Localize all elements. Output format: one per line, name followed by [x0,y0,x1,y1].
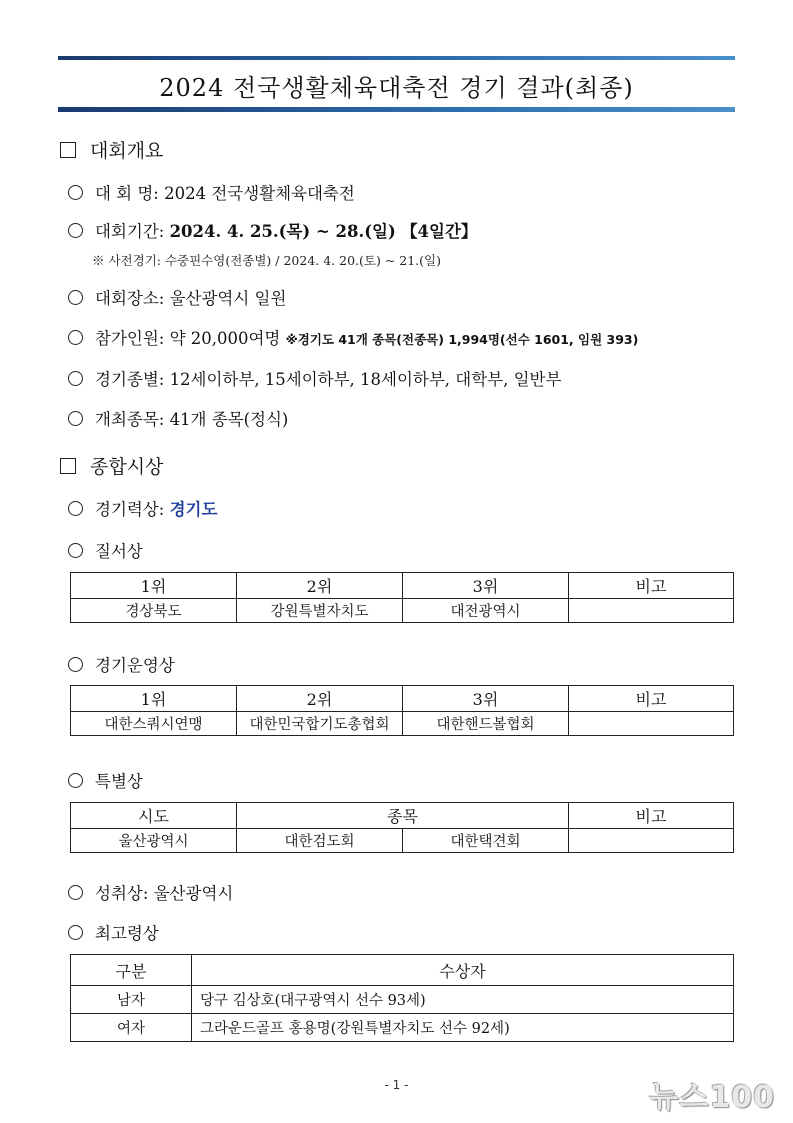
table-header-cell: 종목 [237,803,569,829]
table-header-cell: 수상자 [192,955,734,986]
table-header-cell: 비고 [569,686,734,712]
circle-bullet-icon [68,501,83,516]
circle-bullet-icon [68,885,83,900]
order-award-table [70,572,734,623]
table-header-cell: 비고 [569,573,734,599]
table-cell: 그라운드골프 홍용명(강원특별자치도 선수 92세) [192,1014,734,1042]
title-bottom-bar [58,107,735,112]
table-header-row [71,803,734,829]
circle-bullet-icon [68,223,83,238]
item-operation-award: 경기운영상 [68,652,175,676]
table-cell: 대전광역시 [403,599,569,623]
item-divisions: 경기종별: 12세이하부, 15세이하부, 18세이하부, 대학부, 일반부 [68,366,561,390]
table-cell: 대한핸드볼협회 [403,712,569,736]
table-cell: 대한스쿼시연맹 [71,712,237,736]
item-events: 개최종목: 41개 종목(정식) [68,406,288,430]
table-row [71,829,734,853]
table-header-cell: 3위 [403,686,569,712]
table-header-cell: 1위 [71,573,237,599]
item-achievement-award: 성취상: 울산광역시 [68,880,233,904]
table-cell: 여자 [71,1014,192,1042]
circle-bullet-icon [68,543,83,558]
table-header-cell: 2위 [237,573,403,599]
table-cell: 대한택견회 [403,829,569,853]
item-participants: 참가인원: 약 20,000여명 ※경기도 41개 종목(전종목) 1,994명(선수 1601, 임원 393) [68,325,638,349]
item-special-award: 특별상 [68,768,143,792]
table-header-row [71,686,734,712]
table-header-cell: 비고 [569,803,734,829]
table-cell: 당구 김상호(대구광역시 선수 93세) [192,986,734,1014]
table-cell [569,599,734,623]
item-venue: 대회장소: 울산광역시 일원 [68,285,286,309]
title-banner [58,56,735,112]
item-sports-award: 경기력상: 경기도 [68,496,217,520]
table-cell: 울산광역시 [71,829,237,853]
table-cell: 남자 [71,986,192,1014]
oldest-award-table [70,954,734,1042]
section-overview-heading: 대회개요 [60,136,163,163]
item-oldest-award: 최고령상 [68,920,159,944]
table-row [71,1014,734,1042]
period-note: ※ 사전경기: 수중핀수영(전종별) / 2024. 4. 20.(토) ~ 21.(일) [92,253,441,268]
table-header-row [71,573,734,599]
circle-bullet-icon [68,657,83,672]
circle-bullet-icon [68,185,83,200]
item-order-award: 질서상 [68,538,143,562]
table-row [71,712,734,736]
table-header-row [71,955,734,986]
table-header-cell: 1위 [71,686,237,712]
operation-award-table [70,685,734,736]
section-awards-heading: 종합시상 [60,452,163,479]
square-bullet-icon [60,142,76,158]
table-cell: 대한검도회 [237,829,403,853]
special-award-table [70,802,734,853]
table-cell: 경상북도 [71,599,237,623]
table-cell: 대한민국합기도총협회 [237,712,403,736]
table-cell [569,712,734,736]
table-row [71,986,734,1014]
table-row [71,599,734,623]
page-title: 2024 전국생활체육대축전 경기 결과(최종) [159,74,634,102]
table-cell: 강원특별자치도 [237,599,403,623]
circle-bullet-icon [68,371,83,386]
title-top-bar [58,56,735,60]
item-event-name: 대 회 명: 2024 전국생활체육대축전 [68,180,355,204]
table-header-cell: 3위 [403,573,569,599]
table-header-cell: 2위 [237,686,403,712]
circle-bullet-icon [68,290,83,305]
table-header-cell: 시도 [71,803,237,829]
circle-bullet-icon [68,411,83,426]
circle-bullet-icon [68,330,83,345]
circle-bullet-icon [68,773,83,788]
watermark-logo: 뉴스100 [649,1080,775,1115]
table-cell [569,829,734,853]
page-number: - 1 - [384,1078,409,1092]
table-header-cell: 구분 [71,955,192,986]
square-bullet-icon [60,458,76,474]
circle-bullet-icon [68,925,83,940]
item-period: 대회기간: 2024. 4. 25.(목) ~ 28.(일) 【4일간】 [68,218,477,242]
